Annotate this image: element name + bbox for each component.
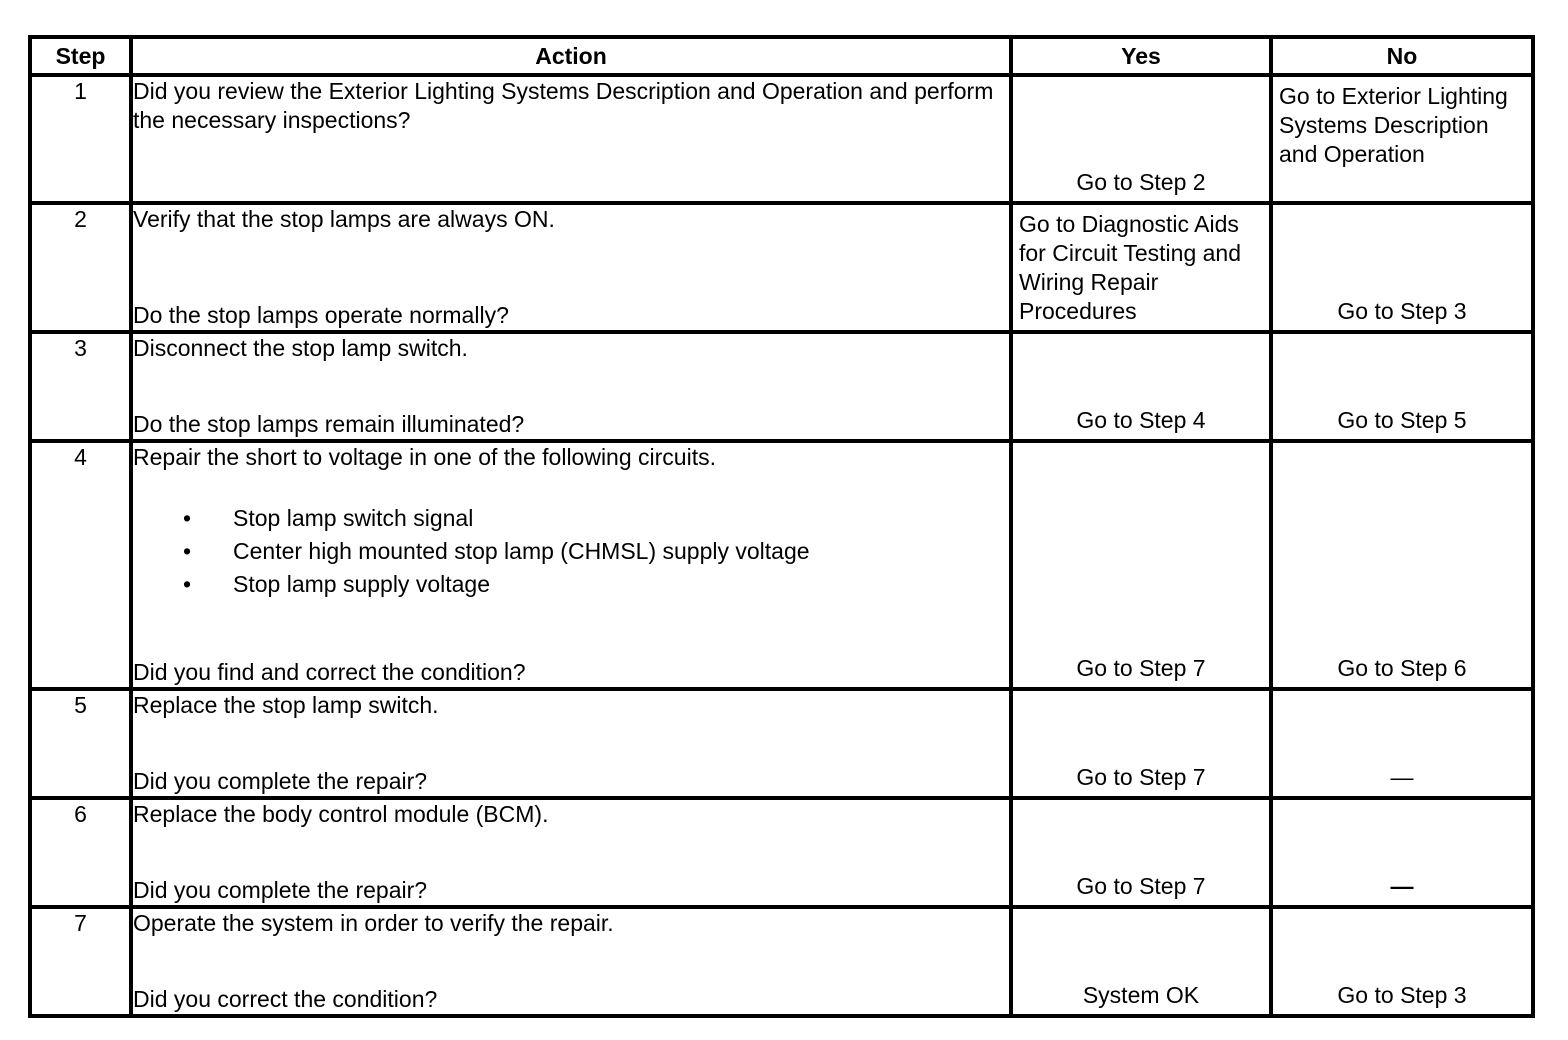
list-item-text: Stop lamp switch signal — [233, 505, 474, 531]
bullet-icon: • — [183, 571, 192, 597]
action-instruction: Verify that the stop lamps are always ON. — [133, 206, 555, 232]
header-action: Action — [131, 37, 1011, 75]
table-row — [30, 441, 1533, 689]
list-item — [133, 535, 1009, 568]
yes-cell — [1011, 907, 1271, 1016]
yes-cell — [1011, 689, 1271, 798]
header-yes: Yes — [1011, 37, 1271, 75]
yes-cell — [1011, 332, 1271, 441]
yes-text: Go to Step 2 — [1076, 169, 1206, 195]
table-row — [30, 689, 1533, 798]
action-instruction: Repair the short to voltage in one of the following circuits. — [133, 444, 716, 470]
no-cell — [1271, 907, 1533, 1016]
action-cell — [131, 689, 1011, 798]
action-cell — [131, 332, 1011, 441]
action-question: Do the stop lamps remain illuminated? — [133, 411, 525, 437]
step-number: 1 — [30, 75, 131, 203]
list-item — [133, 502, 1009, 535]
header-step: Step — [30, 37, 131, 75]
no-text: — — [1390, 764, 1414, 790]
table-row — [30, 75, 1533, 203]
list-item-text: Center high mounted stop lamp (CHMSL) supply voltage — [233, 538, 810, 564]
action-instruction: Disconnect the stop lamp switch. — [133, 335, 468, 361]
action-question: Did you correct the condition? — [133, 986, 438, 1012]
step-number: 6 — [30, 798, 131, 907]
diagnostic-table — [28, 35, 1535, 1018]
no-text: Go to Step 6 — [1337, 655, 1467, 681]
yes-text: Go to Diagnostic Aids for Circuit Testing and Wiring Repair Procedures — [1019, 211, 1242, 324]
step-number: 3 — [30, 332, 131, 441]
header-no: No — [1271, 37, 1533, 75]
bullet-icon: • — [183, 538, 192, 564]
table-row — [30, 332, 1533, 441]
yes-text: Go to Step 7 — [1076, 655, 1206, 681]
no-text: Go to Step 3 — [1337, 982, 1467, 1008]
no-cell — [1271, 332, 1533, 441]
action-cell — [131, 203, 1011, 332]
action-question: Did you complete the repair? — [133, 877, 428, 903]
yes-text: System OK — [1082, 982, 1200, 1008]
table-row — [30, 907, 1533, 1016]
action-question: Did you complete the repair? — [133, 768, 428, 794]
no-cell — [1271, 798, 1533, 907]
step-number: 2 — [30, 203, 131, 332]
step-number: 4 — [30, 441, 131, 689]
yes-cell — [1011, 798, 1271, 907]
no-cell — [1271, 75, 1533, 203]
no-text: Go to Step 5 — [1337, 407, 1467, 433]
action-question: Did you find and correct the condition? — [133, 659, 526, 685]
action-instruction: Replace the body control module (BCM). — [133, 801, 549, 827]
no-text: — — [1390, 873, 1414, 899]
yes-cell — [1011, 203, 1271, 332]
action-cell — [131, 907, 1011, 1016]
table-row — [30, 203, 1533, 332]
header-row — [30, 37, 1533, 75]
action-instruction: Replace the stop lamp switch. — [133, 692, 439, 718]
yes-cell — [1011, 75, 1271, 203]
circuit-list — [133, 502, 1009, 601]
action-cell — [131, 798, 1011, 907]
list-item — [133, 568, 1009, 601]
step-number: 5 — [30, 689, 131, 798]
action-question: Do the stop lamps operate normally? — [133, 302, 509, 328]
table-row — [30, 798, 1533, 907]
action-cell — [131, 75, 1011, 203]
bullet-icon: • — [183, 505, 192, 531]
yes-text: Go to Step 7 — [1076, 873, 1206, 899]
no-text: Go to Step 3 — [1337, 298, 1467, 324]
action-text: Did you review the Exterior Lighting Systems Description and Operation and perform the necessary inspections? — [133, 78, 994, 133]
yes-text: Go to Step 7 — [1076, 764, 1206, 790]
step-number: 7 — [30, 907, 131, 1016]
yes-text: Go to Step 4 — [1076, 407, 1206, 433]
no-cell — [1271, 441, 1533, 689]
no-text: Go to Exterior Lighting Systems Description and Operation — [1279, 83, 1508, 167]
no-cell — [1271, 203, 1533, 332]
action-cell — [131, 441, 1011, 689]
yes-cell — [1011, 441, 1271, 689]
action-instruction: Operate the system in order to verify the repair. — [133, 910, 614, 936]
no-cell — [1271, 689, 1533, 798]
list-item-text: Stop lamp supply voltage — [233, 571, 490, 597]
